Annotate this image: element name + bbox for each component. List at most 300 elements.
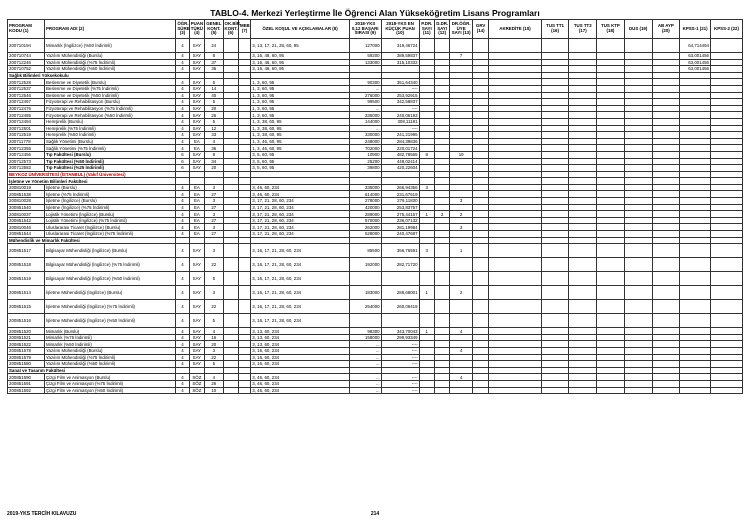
table-cell <box>434 125 449 132</box>
program-row <box>8 204 743 211</box>
table-cell: 308,11181 <box>381 118 419 125</box>
empty-cell <box>680 237 711 244</box>
table-cell <box>541 354 569 361</box>
table-cell: 25 <box>205 112 223 119</box>
table-cell: 4 <box>176 59 189 66</box>
table-cell <box>541 272 569 286</box>
table-cell: 240,47687 <box>381 231 419 238</box>
table-cell <box>238 66 250 73</box>
footer-page-number: 214 <box>370 511 380 517</box>
table-cell <box>680 145 711 152</box>
table-cell: 4 <box>176 334 189 341</box>
table-cell <box>489 272 541 286</box>
table-cell: ... <box>349 374 381 381</box>
table-cell <box>238 39 250 53</box>
table-cell <box>624 125 652 132</box>
table-cell <box>652 132 680 139</box>
program-code: 200851516 <box>8 314 45 328</box>
program-row <box>8 184 743 191</box>
table-cell <box>419 224 434 231</box>
table-cell <box>652 112 680 119</box>
table-cell <box>450 300 473 314</box>
table-cell: 3 <box>205 286 223 300</box>
table-cell <box>624 348 652 355</box>
table-cell: 64,714494 <box>680 39 711 53</box>
table-cell: 3, 13, 60, 234 <box>251 328 350 335</box>
table-cell <box>489 217 541 224</box>
table-cell <box>223 224 238 231</box>
empty-cell <box>238 178 250 185</box>
program-code: 200712494 <box>8 118 45 125</box>
program-code: 200851579 <box>8 354 45 361</box>
table-cell <box>223 151 238 158</box>
table-cell: 3, 46, 60, 234 <box>251 380 350 387</box>
table-cell <box>472 286 488 300</box>
faculty-section-row <box>8 72 743 79</box>
table-cell <box>450 354 473 361</box>
table-cell <box>569 341 597 348</box>
program-code: 200851522 <box>8 341 45 348</box>
table-cell <box>223 158 238 165</box>
table-cell: ... <box>349 125 381 132</box>
table-cell <box>624 244 652 258</box>
table-cell: 35 <box>205 66 223 73</box>
table-cell: 2 <box>450 211 473 218</box>
table-cell: 37 <box>205 59 223 66</box>
table-cell <box>624 258 652 272</box>
table-cell <box>434 184 449 191</box>
table-cell <box>434 380 449 387</box>
empty-cell <box>472 171 488 178</box>
empty-cell <box>419 72 434 79</box>
table-cell <box>489 151 541 158</box>
table-cell <box>597 354 625 361</box>
table-cell: 20 <box>205 165 223 172</box>
table-cell <box>711 125 743 132</box>
empty-cell <box>569 72 597 79</box>
table-cell <box>238 105 250 112</box>
table-cell: 315,10332 <box>381 59 419 66</box>
table-cell <box>652 272 680 286</box>
table-cell <box>238 354 250 361</box>
table-cell <box>472 374 488 381</box>
program-name: Hemşirelik (%75 İndirimli) <box>44 125 175 132</box>
empty-cell <box>349 178 381 185</box>
table-cell <box>489 328 541 335</box>
table-cell <box>472 99 488 106</box>
table-cell: 33 <box>205 132 223 139</box>
table-cell <box>238 217 250 224</box>
table-cell: 3, 16, 17, 21, 28, 60, 234 <box>251 258 350 272</box>
table-cell <box>489 184 541 191</box>
programs-table <box>7 19 743 394</box>
table-cell <box>711 145 743 152</box>
table-cell <box>434 59 449 66</box>
table-cell: 6 <box>176 158 189 165</box>
column-header: TUS KTP (18) <box>597 20 625 39</box>
table-cell <box>472 191 488 198</box>
table-cell: SAY <box>189 59 204 66</box>
table-cell <box>419 112 434 119</box>
table-cell: SAY <box>189 79 204 86</box>
table-cell <box>419 198 434 205</box>
program-name: Mimarlık (Burslu) <box>44 328 175 335</box>
table-cell: 192000 <box>349 258 381 272</box>
table-cell <box>597 204 625 211</box>
table-cell: 3, 16, 17, 21, 28, 60, 234 <box>251 314 350 328</box>
empty-cell <box>381 367 419 374</box>
table-cell: 10900 <box>349 151 381 158</box>
table-cell: 4 <box>176 300 189 314</box>
table-cell <box>652 211 680 218</box>
empty-cell <box>680 171 711 178</box>
table-cell: 8 <box>419 151 434 158</box>
table-cell: 231,67619 <box>381 191 419 198</box>
table-cell <box>680 85 711 92</box>
empty-cell <box>680 367 711 374</box>
program-code: 200810028 <box>8 198 45 205</box>
table-cell <box>238 272 250 286</box>
table-cell <box>711 217 743 224</box>
program-row <box>8 354 743 361</box>
empty-cell <box>223 178 238 185</box>
table-cell <box>680 125 711 132</box>
table-cell <box>450 314 473 328</box>
empty-cell <box>541 237 569 244</box>
table-cell <box>472 211 488 218</box>
table-cell <box>652 105 680 112</box>
program-code: 200810019 <box>8 184 45 191</box>
table-cell: ... <box>349 361 381 368</box>
table-cell <box>711 191 743 198</box>
table-cell <box>489 258 541 272</box>
column-header: 2018-YKS EN KÜÇÜK PUAN (10) <box>381 20 419 39</box>
table-cell <box>624 85 652 92</box>
table-cell <box>223 244 238 258</box>
table-cell <box>419 66 434 73</box>
table-cell <box>223 211 238 218</box>
table-cell <box>434 341 449 348</box>
table-cell <box>238 258 250 272</box>
program-name: Bilgisayar Mühendisliği (İngilizce) (%75 İndirimli) <box>44 258 175 272</box>
table-cell <box>434 99 449 106</box>
table-cell <box>680 224 711 231</box>
program-code: 200851519 <box>8 272 45 286</box>
program-name: Yazılım Mühendisliği (%50 İndirimli) <box>44 361 175 368</box>
empty-cell <box>419 367 434 374</box>
faculty-name: Sağlık Bilimleri Yüksekokulu <box>8 72 176 79</box>
table-cell <box>624 66 652 73</box>
table-cell <box>597 334 625 341</box>
table-cell <box>238 341 250 348</box>
table-cell <box>419 387 434 394</box>
table-cell <box>238 138 250 145</box>
table-cell: 4 <box>176 341 189 348</box>
table-cell <box>569 105 597 112</box>
table-cell <box>652 145 680 152</box>
program-name: İşletme (%75 İndirimli) <box>44 191 175 198</box>
table-cell <box>450 92 473 99</box>
table-cell <box>238 165 250 172</box>
table-cell: ---- <box>381 85 419 92</box>
empty-cell <box>251 367 350 374</box>
table-cell <box>652 204 680 211</box>
table-cell <box>652 151 680 158</box>
table-cell: 241,21995 <box>381 132 419 139</box>
program-code: 200851592 <box>8 387 45 394</box>
table-cell: 4 <box>176 387 189 394</box>
table-cell <box>652 374 680 381</box>
table-cell <box>680 151 711 158</box>
table-cell <box>450 361 473 368</box>
program-name: Çizgi Film ve Animasyon (%75 İndirimli) <box>44 380 175 387</box>
table-cell: 4 <box>176 79 189 86</box>
program-row <box>8 341 743 348</box>
table-cell <box>597 158 625 165</box>
table-cell: 4 <box>176 198 189 205</box>
table-cell <box>652 191 680 198</box>
table-cell <box>349 66 381 73</box>
table-cell <box>597 286 625 300</box>
table-cell <box>624 374 652 381</box>
table-cell <box>624 272 652 286</box>
table-cell <box>680 211 711 218</box>
table-cell <box>652 165 680 172</box>
table-cell <box>472 341 488 348</box>
empty-cell <box>450 171 473 178</box>
table-cell: 3, 16, 48, 60, 95 <box>251 53 350 60</box>
table-cell <box>434 151 449 158</box>
table-cell <box>597 151 625 158</box>
table-cell <box>680 348 711 355</box>
empty-cell <box>450 178 473 185</box>
table-cell <box>472 125 488 132</box>
table-cell <box>624 341 652 348</box>
table-cell <box>450 165 473 172</box>
table-cell: ---- <box>381 361 419 368</box>
empty-cell <box>597 237 625 244</box>
table-cell <box>541 334 569 341</box>
table-cell: SAY <box>189 85 204 92</box>
column-header: TUS TT1 (16) <box>541 20 569 39</box>
table-cell <box>711 334 743 341</box>
table-cell <box>419 300 434 314</box>
table-cell <box>652 184 680 191</box>
program-code: 200712246 <box>8 59 45 66</box>
table-cell: 183000 <box>349 286 381 300</box>
table-cell: 262000 <box>349 224 381 231</box>
table-cell <box>223 145 238 152</box>
table-cell <box>569 112 597 119</box>
table-cell: 4 <box>205 328 223 335</box>
table-cell <box>472 53 488 60</box>
table-cell: 2 <box>434 211 449 218</box>
table-cell <box>489 198 541 205</box>
program-row <box>8 92 743 99</box>
table-cell <box>419 272 434 286</box>
table-cell: 1 <box>419 211 434 218</box>
table-cell <box>597 224 625 231</box>
table-cell <box>680 217 711 224</box>
table-cell <box>652 59 680 66</box>
table-cell <box>238 314 250 328</box>
program-name: Beslenme ve Diyetetik (%75 İndirimli) <box>44 85 175 92</box>
table-cell: 4 <box>205 138 223 145</box>
table-cell <box>541 132 569 139</box>
table-cell: 266,94356 <box>381 184 419 191</box>
table-cell <box>569 314 597 328</box>
table-cell <box>489 132 541 139</box>
table-cell: ---- <box>381 105 419 112</box>
table-cell: SAY <box>189 328 204 335</box>
table-cell <box>624 39 652 53</box>
table-cell: EA <box>189 211 204 218</box>
table-cell: 253,83757 <box>381 204 419 211</box>
table-cell <box>489 92 541 99</box>
table-cell <box>489 380 541 387</box>
empty-cell <box>652 178 680 185</box>
program-code: 200712476 <box>8 105 45 112</box>
table-cell <box>489 314 541 328</box>
table-cell <box>597 191 625 198</box>
table-cell <box>569 158 597 165</box>
table-cell: SAY <box>189 300 204 314</box>
table-cell <box>238 99 250 106</box>
program-row <box>8 328 743 335</box>
table-cell <box>472 92 488 99</box>
table-cell <box>472 118 488 125</box>
table-cell <box>541 118 569 125</box>
table-cell <box>489 300 541 314</box>
table-cell <box>680 184 711 191</box>
table-cell <box>569 39 597 53</box>
table-cell <box>419 361 434 368</box>
table-cell <box>680 354 711 361</box>
table-cell <box>419 314 434 328</box>
table-cell <box>569 59 597 66</box>
table-cell: SAY <box>189 341 204 348</box>
program-row <box>8 79 743 86</box>
table-cell <box>711 328 743 335</box>
table-cell <box>541 204 569 211</box>
table-cell <box>711 165 743 172</box>
empty-cell <box>624 72 652 79</box>
table-cell: SAY <box>189 258 204 272</box>
table-cell <box>624 191 652 198</box>
table-cell <box>472 112 488 119</box>
table-cell <box>680 99 711 106</box>
program-name: İşletme Mühendisliği (İngilizce) (%50 İndirimli) <box>44 314 175 328</box>
table-cell: 254000 <box>349 300 381 314</box>
table-cell <box>569 184 597 191</box>
table-cell <box>489 118 541 125</box>
table-cell <box>450 112 473 119</box>
table-cell <box>597 198 625 205</box>
table-cell <box>569 217 597 224</box>
program-row <box>8 380 743 387</box>
program-code: 200712546 <box>8 92 45 99</box>
table-cell: 281,19984 <box>381 224 419 231</box>
table-cell <box>624 105 652 112</box>
table-cell <box>450 99 473 106</box>
program-name: Uluslararası Ticaret (İngilizce) (Burslu) <box>44 224 175 231</box>
table-cell <box>472 158 488 165</box>
table-title: TABLO-4. Merkezi Yerleştirme İle Öğrenci Alan Yükseköğretim Lisans Programları <box>210 8 540 18</box>
table-cell: SAY <box>189 348 204 355</box>
program-code: 200851542 <box>8 217 45 224</box>
table-cell <box>434 204 449 211</box>
table-cell <box>434 300 449 314</box>
table-cell <box>624 328 652 335</box>
empty-cell <box>569 237 597 244</box>
column-header: 2018-YKS 0,12 BAŞARI SIRASI (9) <box>349 20 381 39</box>
table-cell: 127000 <box>349 39 381 53</box>
table-cell: EA <box>189 145 204 152</box>
table-cell <box>238 244 250 258</box>
program-name: Hemşirelik (%50 İndirimli) <box>44 132 175 139</box>
table-cell: 4 <box>176 348 189 355</box>
table-cell <box>569 204 597 211</box>
table-cell: 34 <box>205 158 223 165</box>
program-row <box>8 224 743 231</box>
table-cell: 27 <box>205 231 223 238</box>
empty-cell <box>652 237 680 244</box>
table-cell: 3, 5, 60, 95 <box>251 165 350 172</box>
table-cell: EA <box>189 231 204 238</box>
table-cell <box>223 348 238 355</box>
table-cell: 26 <box>205 380 223 387</box>
table-cell: 3, 16, 60, 234 <box>251 354 350 361</box>
empty-cell <box>624 171 652 178</box>
table-cell <box>472 165 488 172</box>
table-cell <box>711 53 743 60</box>
program-row <box>8 112 743 119</box>
table-cell <box>541 66 569 73</box>
empty-cell <box>472 72 488 79</box>
program-name: Uluslararası Ticaret (İngilizce) (%75 İndirimli) <box>44 231 175 238</box>
table-cell <box>541 138 569 145</box>
program-row <box>8 314 743 328</box>
table-cell <box>652 380 680 387</box>
program-name: İşletme (İngilizce) (%75 İndirimli) <box>44 204 175 211</box>
table-cell: EA <box>189 138 204 145</box>
table-cell <box>680 334 711 341</box>
table-cell <box>652 286 680 300</box>
table-cell: 343,70043 <box>381 328 419 335</box>
table-cell <box>597 217 625 224</box>
program-code: 200712573 <box>8 158 45 165</box>
table-cell <box>419 334 434 341</box>
table-cell <box>434 66 449 73</box>
table-cell: SAY <box>189 132 204 139</box>
table-cell <box>569 380 597 387</box>
table-cell: 220,01724 <box>381 145 419 152</box>
empty-cell <box>652 367 680 374</box>
table-cell <box>238 125 250 132</box>
table-cell: SAY <box>189 92 204 99</box>
empty-cell <box>189 171 204 178</box>
table-cell <box>434 198 449 205</box>
table-cell <box>569 99 597 106</box>
table-cell: 3 <box>205 348 223 355</box>
table-cell <box>489 191 541 198</box>
table-cell <box>419 132 434 139</box>
table-cell <box>419 380 434 387</box>
table-cell: 4 <box>176 272 189 286</box>
table-cell <box>652 92 680 99</box>
table-cell <box>434 191 449 198</box>
faculty-name: İşletme ve Yönetim Bilimleri Fakültesi <box>8 178 176 185</box>
